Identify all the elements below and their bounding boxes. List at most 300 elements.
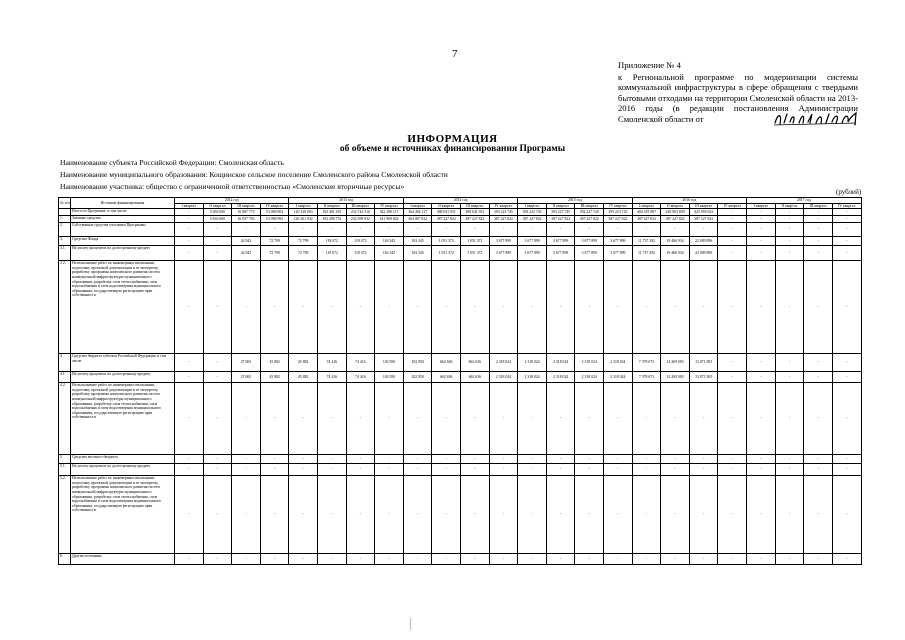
table-cell: -: [232, 476, 261, 554]
table-row: [59, 261, 862, 354]
table-cell: 2 318 024: [518, 372, 547, 383]
table-cell: -: [832, 246, 861, 261]
table-cell: -: [403, 554, 432, 565]
table-cell: -: [575, 554, 604, 565]
table-cell: -: [775, 223, 804, 237]
table-cell: 3 677 899: [489, 237, 518, 246]
table-cell: 45 882: [260, 372, 289, 383]
table-cell: -: [689, 261, 718, 354]
table-cell: -: [804, 261, 833, 354]
table-cell: -: [775, 383, 804, 455]
table-cell: 2 318 024: [518, 354, 547, 372]
table-cell: -: [832, 455, 861, 464]
table-cell: 2 318 024: [546, 354, 575, 372]
table-cell: -: [689, 383, 718, 455]
table-cell: 120 201 032: [289, 216, 318, 223]
table-cell: -: [546, 464, 575, 476]
table-cell: 53 069 003: [260, 209, 289, 216]
table-cell: -: [175, 476, 204, 554]
table-cell: 7 378 673: [632, 372, 661, 383]
table-cell: -: [260, 383, 289, 455]
table-row: [59, 383, 862, 455]
table-cell: -: [432, 383, 461, 455]
table-cell: -: [403, 464, 432, 476]
table-cell: -: [575, 476, 604, 554]
table-cell: -: [375, 223, 404, 237]
table-cell: 232 742 510: [346, 209, 375, 216]
table-row: [59, 246, 862, 261]
table-cell: -: [203, 354, 232, 372]
table-cell: 192 481 619: [318, 209, 347, 216]
table-cell: -: [575, 455, 604, 464]
table-cell: -: [718, 216, 747, 223]
table-cell: 387 227 822: [604, 216, 633, 223]
table-cell: -: [661, 554, 690, 565]
table-cell: -: [375, 476, 404, 554]
page-number: 7: [452, 48, 458, 60]
header-quarter: II квартал: [775, 203, 804, 209]
table-cell: -: [804, 209, 833, 216]
row-number: 4.1: [59, 372, 71, 383]
table-cell: -: [175, 372, 204, 383]
table-cell: -: [518, 476, 547, 554]
table-cell: -: [775, 354, 804, 372]
table-cell: 387 227 822: [546, 216, 575, 223]
table-cell: -: [747, 372, 776, 383]
header-quarter: I квартал: [632, 203, 661, 209]
table-cell: -: [718, 372, 747, 383]
table-cell: 5 656 000: [203, 216, 232, 223]
table-cell: -: [346, 464, 375, 476]
table-cell: 341 969 822: [375, 216, 404, 223]
table-cell: -: [403, 383, 432, 455]
table-cell: -: [432, 476, 461, 554]
header-quarter: IV квартал: [375, 203, 404, 209]
table-cell: -: [775, 216, 804, 223]
table-cell: 19 466 934: [661, 246, 690, 261]
header-source: Источник финансирования: [71, 198, 175, 209]
table-cell: -: [203, 223, 232, 237]
table-cell: 342 296 117: [375, 209, 404, 216]
row-number: 5.2.: [59, 476, 71, 554]
table-cell: -: [689, 455, 718, 464]
table-cell: 1 051 372: [461, 246, 490, 261]
table-cell: 163 345: [375, 246, 404, 261]
header-quarter: IV квартал: [260, 203, 289, 209]
table-cell: -: [604, 464, 633, 476]
row-source-label: На выполнение работ по инженерным изысканиям, подготовку проектной документации и ее экспертизу, разработку программы комплексного развития систем коммунальной инфраструктуры муниципального образования, разработку схем теплоснабжения, схем водоснабжения и схем водоотведения муниципального образования, государственную регистрацию прав собственности: [71, 476, 175, 554]
table-cell: 388 041 931: [461, 209, 490, 216]
table-cell: -: [661, 455, 690, 464]
table-cell: -: [718, 354, 747, 372]
table-cell: -: [718, 223, 747, 237]
table-cell: -: [432, 464, 461, 476]
table-cell: 42 943: [232, 237, 261, 246]
table-cell: -: [718, 261, 747, 354]
table-cell: -: [804, 383, 833, 455]
header-quarter: III квартал: [575, 203, 604, 209]
table-cell: -: [375, 464, 404, 476]
table-cell: -: [346, 383, 375, 455]
table-cell: -: [375, 455, 404, 464]
table-cell: -: [689, 554, 718, 565]
table-cell: -: [747, 237, 776, 246]
table-cell: 3 677 899: [575, 246, 604, 261]
table-cell: -: [747, 209, 776, 216]
table-cell: -: [804, 216, 833, 223]
table-cell: -: [747, 383, 776, 455]
header-quarter: IV квартал: [489, 203, 518, 209]
table-cell: -: [461, 455, 490, 464]
table-cell: 3 677 899: [518, 237, 547, 246]
table-cell: -: [804, 476, 833, 554]
table-cell: -: [203, 383, 232, 455]
table-cell: -: [403, 476, 432, 554]
header-year: 2013 год: [289, 198, 403, 204]
table-cell: -: [747, 476, 776, 554]
header-quarter: II квартал: [318, 203, 347, 209]
header-quarter: IV квартал: [604, 203, 633, 209]
table-cell: 19 466 934: [661, 237, 690, 246]
table-cell: -: [604, 383, 633, 455]
table-cell: 74 416: [318, 354, 347, 372]
table-cell: -: [775, 554, 804, 565]
table-cell: -: [203, 476, 232, 554]
table-cell: -: [775, 455, 804, 464]
table-cell: -: [318, 554, 347, 565]
table-cell: -: [546, 261, 575, 354]
header-quarter: I квартал: [289, 203, 318, 209]
table-cell: 392 227 745: [575, 209, 604, 216]
table-cell: 72 799: [289, 237, 318, 246]
table-cell: 387 227 822: [661, 216, 690, 223]
table-cell: 102 950: [403, 372, 432, 383]
table-cell: 2 318 024: [604, 354, 633, 372]
table-cell: 393 227 745: [546, 209, 575, 216]
table-cell: -: [375, 554, 404, 565]
table-cell: -: [461, 554, 490, 565]
table-cell: -: [832, 209, 861, 216]
table-cell: -: [804, 246, 833, 261]
table-cell: -: [747, 216, 776, 223]
table-cell: -: [489, 554, 518, 565]
participant-name: Наименование участника: общество с ограниченной ответственностью «Смоленские вторичные ресурсы»: [60, 182, 405, 191]
row-source-label: Средства Фонда: [71, 237, 175, 246]
row-number: 4.: [59, 354, 71, 372]
row-number: 3.: [59, 237, 71, 246]
table-cell: -: [489, 383, 518, 455]
table-cell: -: [661, 383, 690, 455]
table-cell: -: [175, 354, 204, 372]
table-row: [59, 554, 862, 565]
table-cell: -: [661, 261, 690, 354]
table-cell: -: [518, 554, 547, 565]
table-cell: 74 416: [346, 372, 375, 383]
table-cell: -: [203, 237, 232, 246]
table-cell: -: [346, 455, 375, 464]
header-quarter: I квартал: [518, 203, 547, 209]
table-cell: 2 318 024: [604, 372, 633, 383]
table-cell: -: [175, 261, 204, 354]
table-cell: -: [260, 223, 289, 237]
table-row: [59, 372, 862, 383]
table-cell: -: [804, 237, 833, 246]
header-year: 2012 год: [175, 198, 289, 204]
row-source-label: На уплату процентов по долгосрочному кредиту: [71, 464, 175, 476]
table-cell: 3 677 899: [546, 237, 575, 246]
table-cell: 2 318 024: [489, 372, 518, 383]
table-cell: -: [346, 554, 375, 565]
table-cell: -: [718, 237, 747, 246]
table-cell: -: [632, 383, 661, 455]
row-number: 5.: [59, 455, 71, 464]
row-source-label: Другие источники: [71, 554, 175, 565]
table-cell: -: [260, 455, 289, 464]
table-cell: 16 987 773: [232, 209, 261, 216]
table-cell: -: [232, 554, 261, 565]
table-cell: -: [575, 383, 604, 455]
table-cell: 387 227 822: [518, 216, 547, 223]
table-cell: -: [747, 261, 776, 354]
table-cell: -: [232, 383, 261, 455]
table-cell: 3 677 899: [546, 246, 575, 261]
table-cell: -: [461, 476, 490, 554]
table-cell: 12 269 083: [661, 354, 690, 372]
table-cell: 102 950: [403, 354, 432, 372]
table-cell: -: [632, 223, 661, 237]
table-cell: 11 737 392: [632, 246, 661, 261]
table-cell: -: [832, 554, 861, 565]
table-cell: -: [747, 464, 776, 476]
header-year: 2014 год: [403, 198, 517, 204]
header-year: 2016 год: [632, 198, 746, 204]
table-cell: -: [489, 464, 518, 476]
row-number: 1.: [59, 216, 71, 223]
table-cell: -: [804, 464, 833, 476]
table-cell: -: [375, 261, 404, 354]
table-cell: -: [832, 237, 861, 246]
table-cell: 387 227 822: [461, 216, 490, 223]
table-cell: -: [232, 223, 261, 237]
header-quarter: I квартал: [403, 203, 432, 209]
table-cell: 1 051 372: [461, 237, 490, 246]
table-cell: -: [718, 246, 747, 261]
table-cell: 12 269 083: [661, 372, 690, 383]
table-cell: -: [318, 455, 347, 464]
row-number: 5.1.: [59, 464, 71, 476]
table-cell: 102 950: [375, 354, 404, 372]
table-cell: -: [832, 476, 861, 554]
table-cell: -: [318, 383, 347, 455]
table-cell: 27 065: [232, 354, 261, 372]
table-cell: 74 416: [346, 354, 375, 372]
table-cell: -: [203, 246, 232, 261]
table-cell: -: [289, 383, 318, 455]
table-cell: 387 227 822: [489, 216, 518, 223]
scan-mark: [410, 618, 411, 630]
table-cell: -: [804, 372, 833, 383]
table-cell: 662 636: [461, 372, 490, 383]
table-cell: -: [203, 261, 232, 354]
table-cell: -: [632, 476, 661, 554]
table-cell: -: [489, 261, 518, 354]
table-cell: -: [518, 455, 547, 464]
table-cell: -: [518, 383, 547, 455]
table-cell: -: [432, 554, 461, 565]
table-row: [59, 223, 862, 237]
table-cell: -: [203, 455, 232, 464]
table-cell: -: [775, 372, 804, 383]
table-cell: -: [518, 464, 547, 476]
row-source-label: На выполнение работ по инженерным изысканиям, подготовку проектной документации и ее экспертизу, разработку программы комплексного развития систем коммунальной инфраструктуры муниципального образования, разработку схем теплоснабжения, схем водоснабжения и схем водоотведения муниципального образования, государственную регистрацию прав собственности: [71, 261, 175, 354]
table-cell: 2 318 024: [489, 354, 518, 372]
table-cell: -: [832, 223, 861, 237]
table-cell: -: [175, 383, 204, 455]
table-row: [59, 455, 862, 464]
table-cell: 118 072: [318, 246, 347, 261]
table-cell: -: [604, 554, 633, 565]
header-quarter: III квартал: [804, 203, 833, 209]
table-cell: 22 009 896: [689, 237, 718, 246]
table-cell: -: [546, 455, 575, 464]
table-cell: 387 227 822: [432, 216, 461, 223]
table-cell: 27 065: [232, 372, 261, 383]
table-cell: -: [689, 223, 718, 237]
row-source-label: Итого по Программе, в том числе:: [71, 209, 175, 216]
table-cell: -: [604, 455, 633, 464]
municipality-name: Наименование муниципального образования: Кощинское сельское поселение Смоленского района Смоленской области: [60, 170, 448, 179]
row-number: 6.: [59, 554, 71, 565]
table-cell: 387 227 822: [632, 216, 661, 223]
table-cell: 2 318 024: [575, 372, 604, 383]
table-row: [59, 354, 862, 372]
table-cell: -: [689, 476, 718, 554]
table-cell: -: [432, 223, 461, 237]
table-cell: -: [718, 209, 747, 216]
table-cell: -: [318, 261, 347, 354]
table-cell: -: [489, 455, 518, 464]
table-cell: 232 599 932: [346, 216, 375, 223]
table-cell: -: [546, 476, 575, 554]
table-cell: 11 737 392: [632, 237, 661, 246]
table-cell: 2 318 024: [546, 372, 575, 383]
table-row: [59, 216, 862, 223]
table-cell: 192 289 752: [318, 216, 347, 223]
table-cell: -: [546, 223, 575, 237]
table-cell: 404 319 987: [632, 209, 661, 216]
table-cell: -: [461, 261, 490, 354]
table-cell: 3 677 899: [575, 237, 604, 246]
row-source-label: Средства бюджета субъекта Российской Федерации, в том числе:: [71, 354, 175, 372]
document-subtitle: об объеме и источниках финансирования Програмы: [339, 144, 566, 154]
table-cell: 22 009 896: [689, 246, 718, 261]
row-source-label: На выполнение работ по инженерным изысканиям, подготовку проектной документации и ее экспертизу, разработку программы комплексного развития систем коммунальной инфраструктуры муниципального образования, разработку схем теплоснабжения, схем водоснабжения и схем водоотведения муниципального образования, государственную регистрацию прав собственности: [71, 383, 175, 455]
table-cell: -: [346, 261, 375, 354]
table-cell: -: [461, 383, 490, 455]
row-source-label: На уплату процентов по долгосрочному кредиту: [71, 246, 175, 261]
table-cell: 7 378 673: [632, 354, 661, 372]
table-cell: 74 416: [318, 372, 347, 383]
table-cell: -: [661, 223, 690, 237]
table-cell: -: [461, 464, 490, 476]
table-cell: -: [604, 476, 633, 554]
table-cell: -: [461, 223, 490, 237]
header-quarter: IV квартал: [718, 203, 747, 209]
table-cell: 387 227 822: [575, 216, 604, 223]
header-year: 2017 год: [747, 198, 861, 204]
table-cell: -: [289, 261, 318, 354]
table-cell: 118 072: [346, 246, 375, 261]
table-cell: -: [747, 554, 776, 565]
table-cell: -: [718, 464, 747, 476]
table-cell: -: [518, 261, 547, 354]
table-cell: 13 871 905: [689, 354, 718, 372]
table-cell: -: [804, 354, 833, 372]
table-cell: 16 937 765: [232, 216, 261, 223]
table-cell: -: [747, 455, 776, 464]
table-cell: -: [804, 554, 833, 565]
table-cell: -: [375, 383, 404, 455]
appendix-text: к Региональной программе по модернизации системы коммунальной инфраструктуры в сфере обращения с твердыми бытовыми отходами на территории Смоленской области на 2013-2016 годы (в редакции постановления Администрации Смоленской области от: [618, 71, 858, 124]
table-cell: -: [318, 464, 347, 476]
table-cell: -: [632, 464, 661, 476]
units-label: (рублей): [836, 188, 862, 196]
table-cell: -: [832, 383, 861, 455]
table-row: [59, 464, 862, 476]
row-number: 3.1.: [59, 246, 71, 261]
header-quarter: III квартал: [461, 203, 490, 209]
table-cell: -: [318, 476, 347, 554]
table-cell: -: [661, 476, 690, 554]
header-quarter: III квартал: [346, 203, 375, 209]
table-cell: -: [518, 223, 547, 237]
table-cell: 3 677 899: [604, 246, 633, 261]
table-cell: 418 963 839: [661, 209, 690, 216]
table-cell: -: [775, 209, 804, 216]
table-cell: -: [604, 223, 633, 237]
table-cell: -: [318, 223, 347, 237]
table-cell: -: [575, 464, 604, 476]
table-cell: 118 072: [318, 237, 347, 246]
table-cell: -: [832, 261, 861, 354]
table-cell: 387 227 822: [689, 216, 718, 223]
table-cell: 163 345: [403, 237, 432, 246]
table-cell: 45 882: [289, 372, 318, 383]
row-number: 3.2.: [59, 261, 71, 354]
table-cell: -: [775, 464, 804, 476]
table-cell: -: [832, 372, 861, 383]
table-cell: -: [489, 476, 518, 554]
table-cell: 163 345: [375, 237, 404, 246]
table-cell: 5 656 000: [203, 209, 232, 216]
table-cell: -: [432, 455, 461, 464]
row-number: [59, 209, 71, 216]
table-cell: 3 677 899: [518, 246, 547, 261]
table-cell: -: [175, 223, 204, 237]
document-title: ИНФОРМАЦИЯ: [407, 133, 498, 145]
table-cell: -: [175, 464, 204, 476]
table-cell: 13 871 905: [689, 372, 718, 383]
table-cell: -: [718, 554, 747, 565]
table-cell: -: [489, 223, 518, 237]
table-cell: -: [175, 246, 204, 261]
row-source-label: Заемные средства: [71, 216, 175, 223]
table-cell: -: [175, 209, 204, 216]
table-cell: 388 041 931: [432, 209, 461, 216]
table-cell: -: [232, 464, 261, 476]
table-cell: -: [260, 261, 289, 354]
appendix-title: Приложение № 4: [618, 60, 681, 70]
